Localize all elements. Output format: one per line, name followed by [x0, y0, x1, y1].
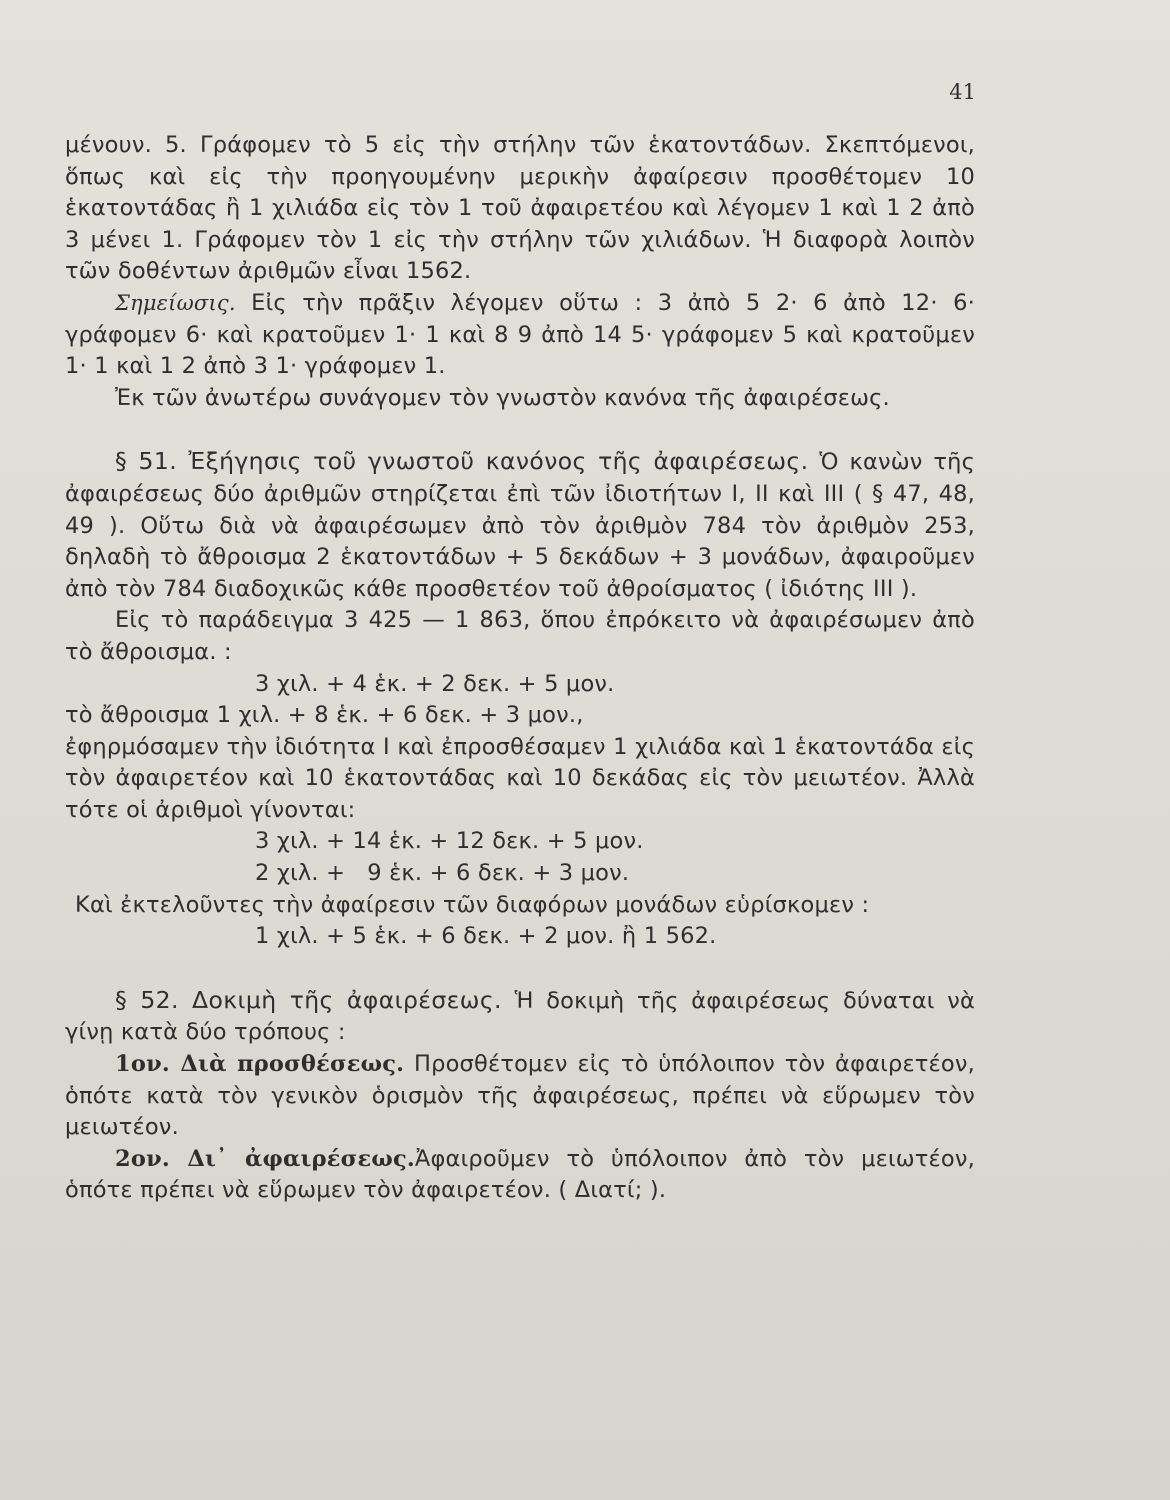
- rule-conclusion: Ἐκ τῶν ἀνωτέρω συνάγομεν τὸν γνωστὸν κανόνα τῆς ἀφαιρέσεως.: [115, 384, 890, 411]
- sum-line-2-label: τὸ ἄθροισμα: [65, 702, 210, 729]
- method-1-text: Προσθέτομεν εἰς τὸ ὑπόλοιπον τὸν ἀφαιρετέον, ὁπότε κατὰ τὸν γενικὸν ὁρισμὸν τῆς ἀφαιρέσεως, πρέπει νὰ εὕρωμεν τὸν μειωτέον.: [65, 1051, 976, 1141]
- method-1: [65, 1049, 975, 1144]
- section-52-heading: § 52. Δοκιμὴ τῆς ἀφαιρέσεως.: [115, 985, 502, 1014]
- sum-line-1: 3 χιλ. + 4 ἑκ. + 2 δεκ. + 5 μον.: [255, 670, 615, 697]
- section-51-text: Ὁ κανὼν τῆς ἀφαιρέσεως δύο ἀριθμῶν στηρίζεται ἐπὶ τῶν ἰδιοτήτων I, II καὶ III ( § 47, 48, 49 ). Οὕτω διὰ νὰ ἀφαιρέσωμεν ἀπὸ τὸν ἀριθμὸν 784 τὸν ἀριθμὸν 253, δηλαδὴ τὸ ἄθροισμα 2 ἑκατοντάδων + 5 δεκάδων + 3 μονάδων, ἀφαιροῦμεν ἀπὸ τὸν 784 διαδοχικῶς κάθε προσθετέον τοῦ ἀθροίσματος ( ἰδιότης III ).: [65, 449, 976, 602]
- section-52: [65, 985, 975, 1049]
- paragraph-continuation: μένουν. 5. Γράφομεν τὸ 5 εἰς τὴν στήλην τῶν ἑκατοντάδων. Σκεπτόμενοι, ὅπως καὶ εἰς τὴν προηγουμένην μερικὴν ἀφαίρεσιν προσθέτομεν 10 ἑκατοντάδας ἢ 1 χιλιάδα εἰς τὸν 1 τοῦ ἀφαιρετέου καὶ λέγομεν 1 καὶ 1 2 ἀπὸ 3 μένει 1. Γράφομεν τὸν 1 εἰς τὴν στήλην τῶν χιλιάδων. Ἡ διαφορὰ λοιπὸν τῶν δοθέντων ἀριθμῶν εἶναι 1562.: [65, 132, 975, 285]
- section-52-text: Ἡ δοκιμὴ τῆς ἀφαιρέσεως δύναται νὰ γίνῃ κατὰ δύο τρόπους :: [65, 987, 976, 1046]
- method-2: [65, 1144, 975, 1207]
- method-1-label: 1ον. Διὰ προσθέσεως.: [115, 1051, 405, 1078]
- sum-line-4: 2 χιλ. + 9 ἑκ. + 6 δεκ. + 3 μον.: [255, 860, 630, 887]
- result-line: 1 χιλ. + 5 ἑκ. + 6 δεκ. + 2 μον. ἢ 1 562.: [255, 923, 717, 950]
- method-2-label: 2ον. Δι᾽ ἀφαιρέσεως.: [115, 1145, 415, 1172]
- section-51: [65, 446, 975, 605]
- note-paragraph: [65, 288, 975, 383]
- result-intro: Καὶ ἐκτελοῦντες τὴν ἀφαίρεσιν τῶν διαφόρων μονάδων εὑρίσκομεν :: [75, 891, 870, 918]
- page-number: 41: [949, 80, 976, 104]
- applied-text: ἐφηρμόσαμεν τὴν ἰδιότητα I καὶ ἐπροσθέσαμεν 1 χιλιάδα καὶ 1 ἑκατοντάδα εἰς τὸν ἀφαιρετέον καὶ 10 ἑκατοντάδας καὶ 10 δεκάδας εἰς τὸν μειωτέον. Ἀλλὰ τότε οἱ ἀριθμοὶ γίνονται:: [65, 733, 975, 823]
- section-51-heading: § 51. Ἐξήγησις τοῦ γνωστοῦ κανόνος τῆς ἀφαιρέσεως.: [115, 447, 809, 476]
- sum-line-3: 3 χιλ. + 14 ἑκ. + 12 δεκ. + 5 μον.: [255, 828, 644, 855]
- note-text: Εἰς τὴν πρᾶξιν λέγομεν οὕτω : 3 ἀπὸ 5 2· 6 ἀπὸ 12· 6· γράφομεν 6· καὶ κρατοῦμεν 1· 1 καὶ 8 9 ἀπὸ 14 5· γράφομεν 5 καὶ κρατοῦμεν 1· 1 καὶ 1 2 ἀπὸ 3 1· γράφομεν 1.: [65, 289, 975, 380]
- sum-line-2-value: 1 χιλ. + 8 ἑκ. + 6 δεκ. + 3 μον.,: [216, 702, 584, 729]
- note-label: Σημείωσις.: [115, 290, 236, 315]
- sum-line-2: [65, 700, 975, 732]
- page-body: [65, 130, 975, 1207]
- method-2-text: Ἀφαιροῦμεν τὸ ὑπόλοιπον ἀπὸ τὸν μειωτέον, ὁπότε πρέπει νὰ εὕρωμεν τὸν ἀφαιρετέον. ( Διατί; ).: [65, 1145, 976, 1204]
- example-intro: Εἰς τὸ παράδειγμα 3 425 — 1 863, ὅπου ἐπρόκειτο νὰ ἀφαιρέσωμεν ἀπὸ τὸ ἄθροισμα. :: [65, 607, 975, 665]
